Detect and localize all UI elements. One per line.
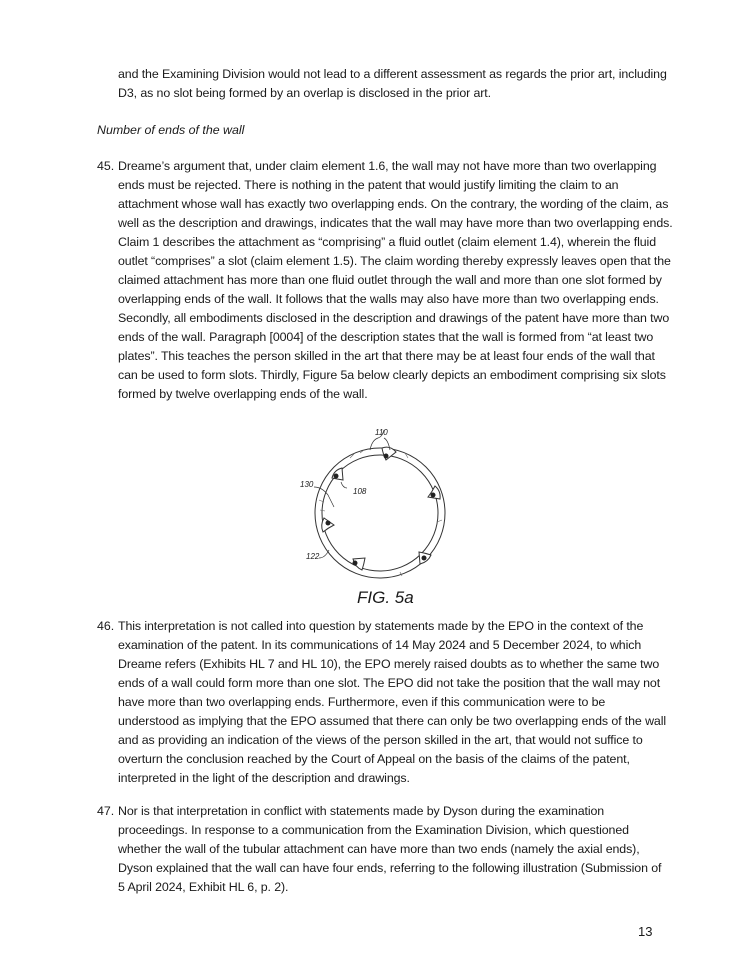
p46-line: Dreame refers (Exhibits HL 7 and HL 10), the EPO merely raised doubts as to whether the same two [118, 657, 660, 671]
p45-line: Claim 1 describes the attachment as “comprising” a fluid outlet (claim element 1.4), wherein the fluid [118, 235, 656, 249]
p45-line: ends must be rejected. There is nothing in the patent that would justify limiting the claim to an [118, 178, 619, 192]
section-heading: Number of ends of the wall [97, 123, 245, 137]
page-number: 13 [638, 924, 653, 939]
p47-line: whether the wall of the tubular attachment can have more than two ends (namely the axial ends), [118, 842, 640, 856]
reference-label-110: 110 [375, 428, 388, 437]
p47-line: 5 April 2024, Exhibit HL 6, p. 2). [118, 880, 289, 894]
figure-5a [290, 420, 470, 610]
p46-line: and as providing an indication of the views of the person skilled in the art, that would not suffice to [118, 733, 643, 747]
p45-line: outlet “comprises” a slot (claim element 1.5). The claim wording thereby expressly leaves open that the [118, 254, 671, 268]
p45-line: ends of the wall. Paragraph [0004] of the description states that the wall is formed from “at least two [118, 330, 654, 344]
p45-line: plates”. This teaches the person skilled in the art that there may be at least four ends of the wall that [118, 349, 655, 363]
reference-label-122: 122 [306, 552, 320, 561]
p46-line: examination of the patent. In its communications of 14 May 2024 and 5 December 2024, to which [118, 638, 642, 652]
p45-line: claimed attachment has more than one fluid outlet through the wall and more than one slot formed by [118, 273, 662, 287]
p45-line: attachment whose wall has exactly two overlapping ends. On the contrary, the wording of the claim, as [118, 197, 669, 211]
p46-line: ends of a wall could form more than one slot. The EPO did not take the position that the wall may not [118, 676, 661, 690]
p45-line: overlapping ends of the wall. It follows that the walls may also have more than two overlapping ends. [118, 292, 659, 306]
p45-line: formed by twelve overlapping ends of the wall. [118, 387, 368, 401]
tubular-wall-cross-section-drawing [290, 420, 470, 610]
p46-line: overturn the conclusion reached by the Court of Appeal on the basis of the claims of the patent, [118, 752, 630, 766]
p47-line: Dyson explained that the wall can have four ends, referring to the following illustration (Submission of [118, 861, 662, 875]
p45-line: Secondly, all embodiments disclosed in the description and drawings of the patent have more than two [118, 311, 670, 325]
paragraph-number-47: 47. [97, 804, 115, 818]
p47-line: Nor is that interpretation in conflict with statements made by Dyson during the examination [118, 804, 605, 818]
p46-line: have more than two overlapping ends. Furthermore, even if this communication were to be [118, 695, 606, 709]
p45-line: can be used to form slots. Thirdly, Figure 5a below clearly depicts an embodiment comprising six slots [118, 368, 666, 382]
reference-label-130: 130 [300, 480, 314, 489]
carryover-line-1: and the Examining Division would not lead to a different assessment as regards the prior art, including [118, 67, 667, 81]
p47-line: proceedings. In response to a communication from the Examination Division, which questioned [118, 823, 629, 837]
p45-line: Dreame’s argument that, under claim element 1.6, the wall may not have more than two overlapping [118, 159, 657, 173]
paragraph-number-45: 45. [97, 159, 115, 173]
paragraph-number-46: 46. [97, 619, 115, 633]
reference-label-108: 108 [353, 487, 367, 496]
p46-line: This interpretation is not called into question by statements made by the EPO in the context of the [118, 619, 644, 633]
p45-line: well as the description and drawings, indicates that the wall may have more than two overlapping ends. [118, 216, 673, 230]
p46-line: understood as implying that the EPO assumed that there can only be two overlapping ends of the wall [118, 714, 667, 728]
p46-line: interpreted in the light of the description and drawings. [118, 771, 410, 785]
carryover-line-2: D3, as no slot being formed by an overlap is disclosed in the prior art. [118, 86, 491, 100]
figure-caption: FIG. 5a [357, 588, 414, 607]
